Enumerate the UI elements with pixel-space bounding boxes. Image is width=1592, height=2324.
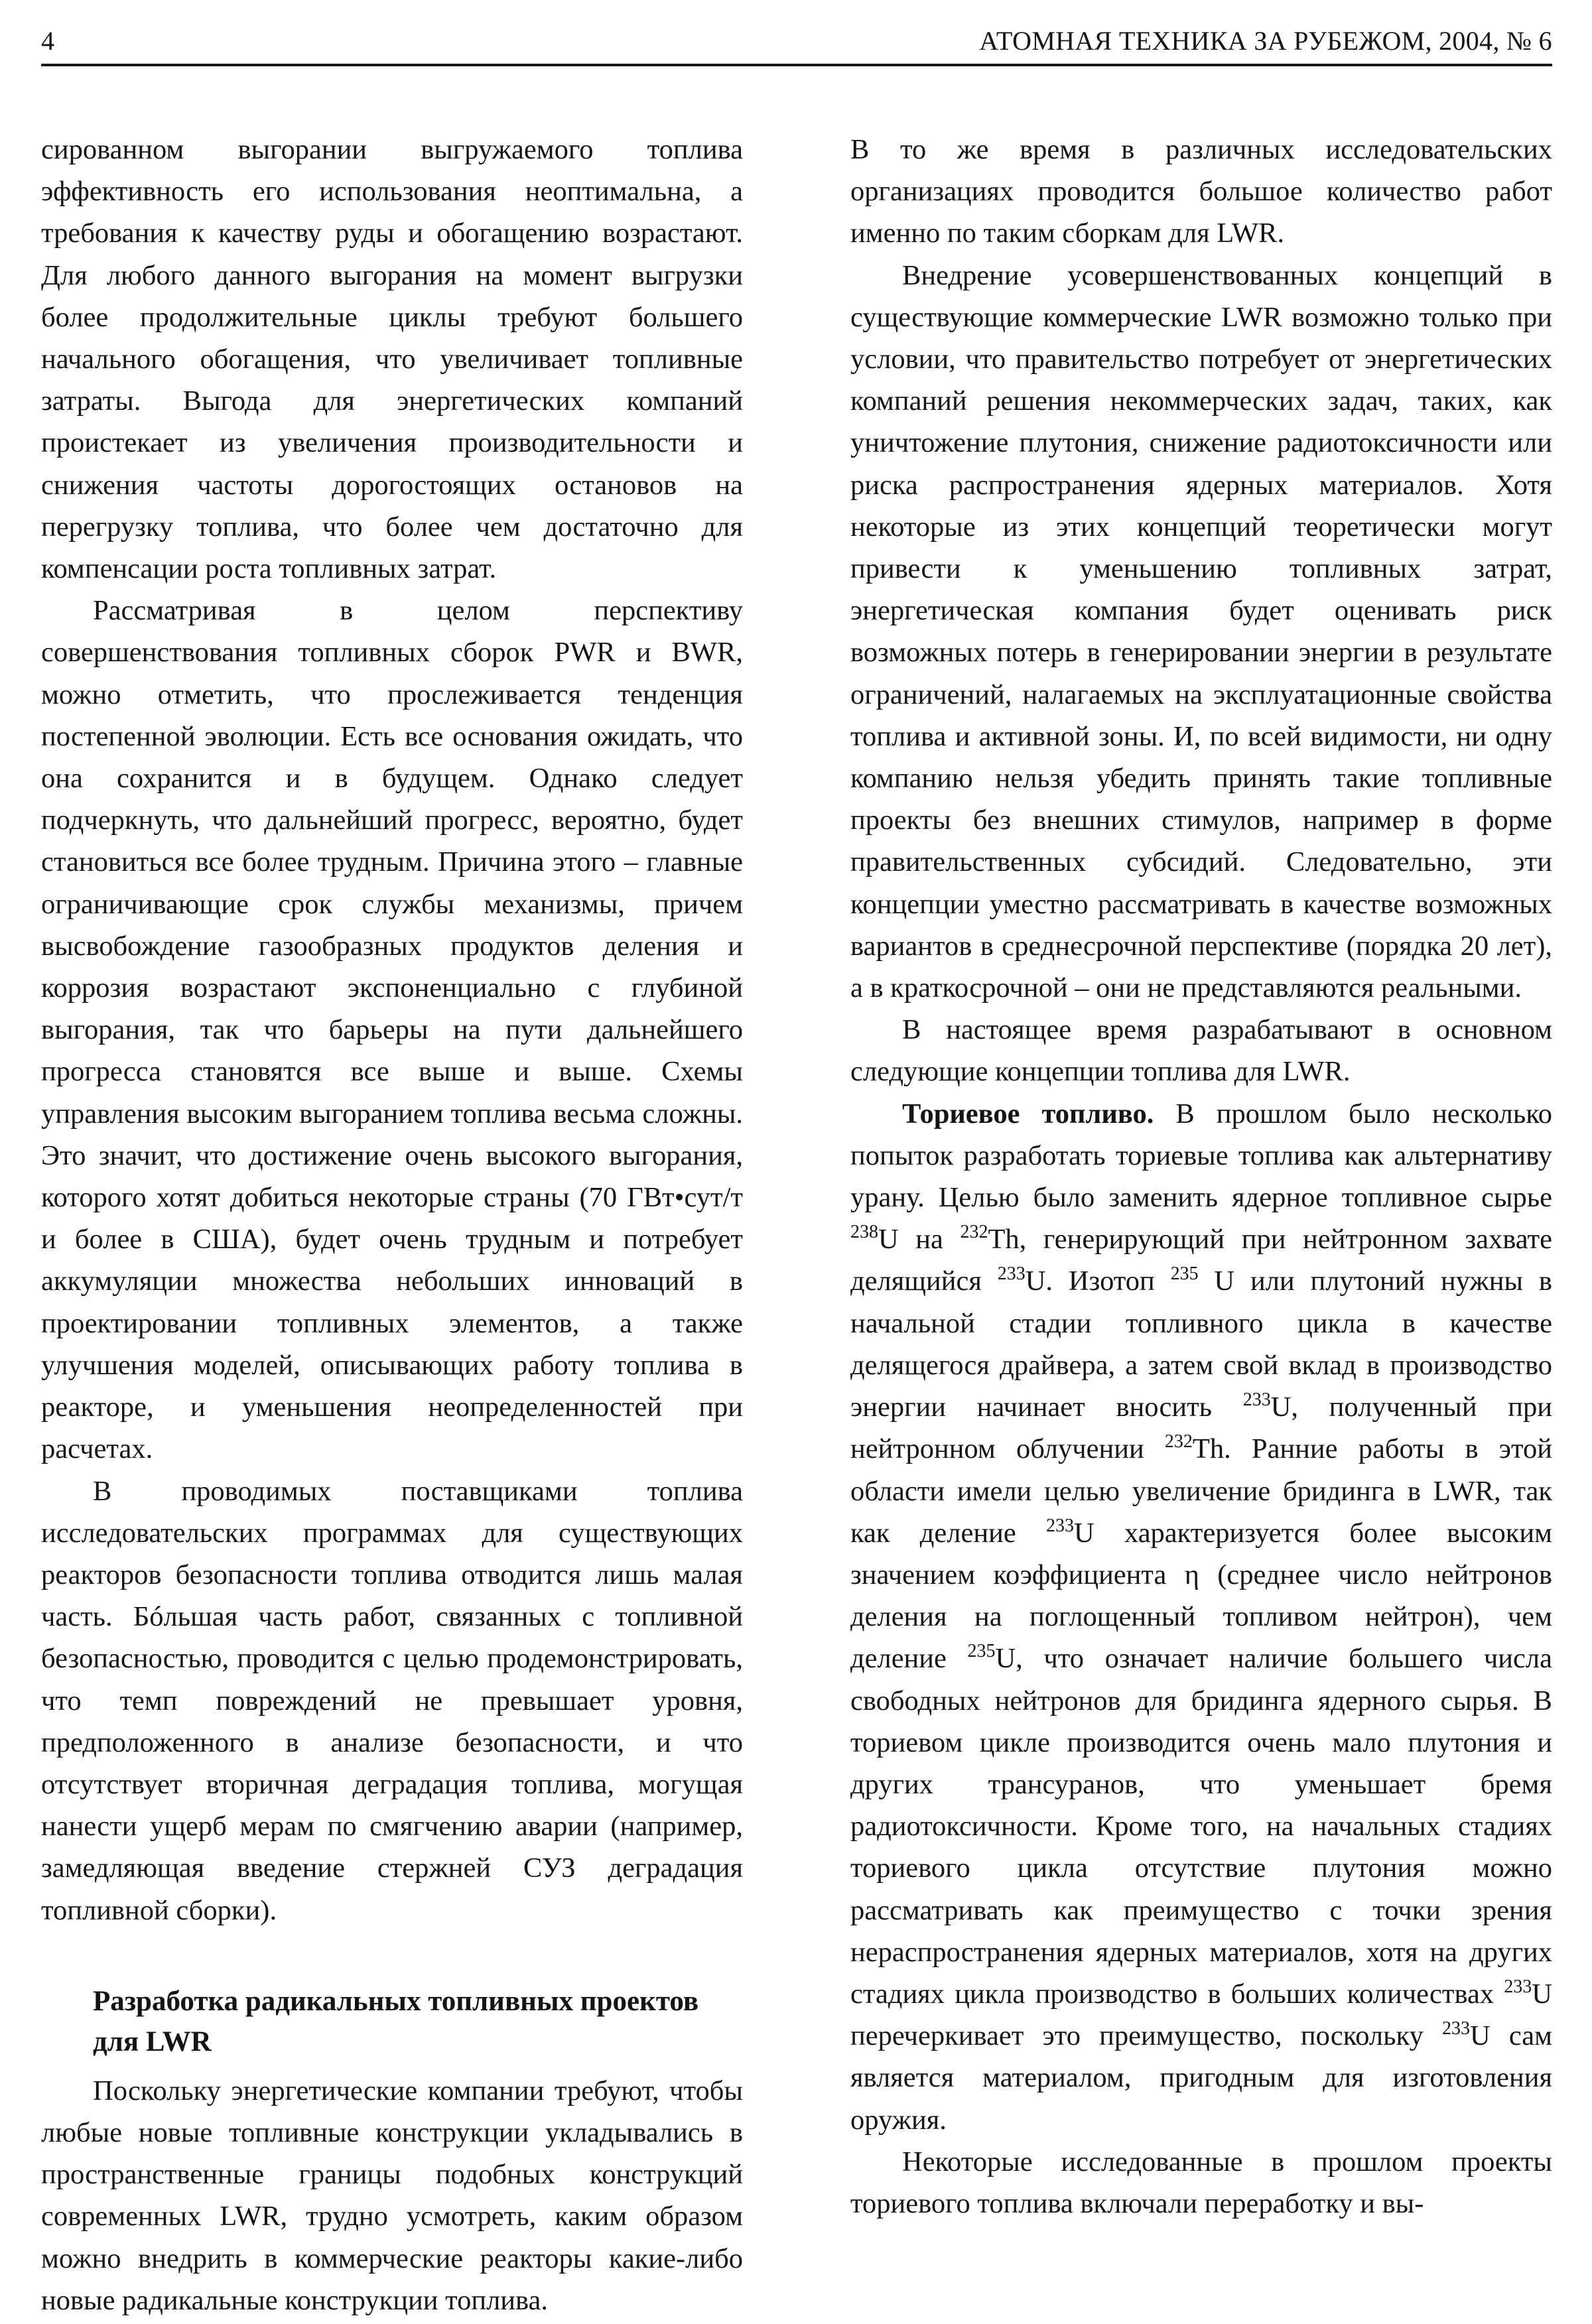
thorium-fuel-paragraph (850, 1093, 1552, 2141)
isotope-mass-number: 233 (997, 1263, 1026, 1285)
isotope-mass-number: 233 (1242, 1389, 1271, 1411)
text-run: В прошлом было несколько попыток разработать ториевые топлива как альтернативу урану. Целью было заменить ядерное топливное сырье (850, 1098, 1552, 1214)
isotope-mass-number: 233 (1441, 2018, 1470, 2039)
paragraph: Внедрение усовершенствованных концепций в существующие коммерческие LWR возможно только при условии, что правительство потребует от энергетических компаний решения некоммерческих задач, таких, как уничтожение плутония, снижение радиотоксичности или риска распространения ядерных материалов. Хотя некоторые из этих концепций теоретически могут привести к уменьшению топливных затрат, энергетическая компания будет оценивать риск возможных потерь в генерировании энергии в результате ограничений, налагаемых на эксплуатационные свойства топлива и активной зоны. И, по всей видимости, ни одну компанию нельзя убедить принять такие топливные проекты без внешних стимулов, например в форме правительственных субсидий. Следовательно, эти концепции уместно рассматривать в качестве возможных вариантов в среднесрочной перспективе (порядка 20 лет), а в краткосрочной – они не представляются реальными. (850, 259, 1552, 1004)
text-run: U, полученный при нейтронном облучении (850, 1391, 1552, 1465)
paragraph: В проводимых поставщиками топлива исследовательских программах для существующих реакторов безопасности топлива отводится лишь малая часть. Бóльшая часть работ, связанных с топливной безопасностью, проводится с целью продемонстрировать, что темп повреждений не превышает уровня, предположенного в анализе безопасности, и что отсутствует вторичная деградация топлива, могущая нанести ущерб мерам по смягчению аварии (например, замедляющая введение стержней СУЗ деградация топливной сборки). (41, 1475, 743, 1926)
paragraph: сированном выгорании выгружаемого топлива эффективность его использования неоптимальна, а требования к качеству руды и обогащению возрастают. Для любого данного выгорания на момент выгрузки более продолжительные циклы требуют большего начального обогащения, что увеличивает топливные затраты. Выгода для энергетических компаний проистекает из увеличения производительности и снижения частоты дорогостоящих остановов на перегрузку топлива, что более чем достаточно для компенсации роста топливных затрат. (41, 134, 743, 585)
text-run: U. Изотоп (1025, 1265, 1171, 1297)
running-title: АТОМНАЯ ТЕХНИКА ЗА РУБЕЖОМ, 2004, № 6 (979, 26, 1552, 56)
left-column (41, 129, 743, 2321)
isotope-mass-number: 238 (850, 1222, 878, 1243)
isotope-mass-number: 235 (1170, 1263, 1199, 1285)
text-run: U характеризуется более высоким значением коэффициента η (среднее число нейтронов деления на поглощенный топливом нейтрон), чем деление (850, 1517, 1552, 1675)
paragraph: В то же время в различных исследовательских организациях проводится большое количество работ именно по таким сборкам для LWR. (850, 134, 1552, 249)
header-rule (41, 64, 1552, 66)
isotope-mass-number: 232 (1164, 1431, 1193, 1452)
text-run: U или плутоний нужны в начальной стадии топливного цикла в качестве делящегося драйвера, а затем свой вклад в производство энергии начинает вносить (850, 1265, 1552, 1423)
text-run: Th. Ранние работы в этой области имели целью увеличение бридинга в LWR, так как деление (850, 1433, 1552, 1549)
isotope-mass-number: 232 (960, 1222, 988, 1243)
isotope-mass-number: 235 (967, 1641, 996, 1662)
isotope-mass-number: 233 (1504, 1976, 1532, 1997)
paragraph: Поскольку энергетические компании требуют, чтобы любые новые топливные конструкции укладывались в пространственные границы подобных конструкций современных LWR, трудно усмотреть, каким образом можно внедрить в коммерческие реакторы какие-либо новые радикальные конструкции топлива. (41, 2075, 743, 2316)
paragraph: В настоящее время разрабатывают в основном следующие концепции топлива для LWR. (850, 1014, 1552, 1088)
page-header (41, 20, 1552, 62)
text-run: U перечеркивает это преимущество, поскольку (850, 1978, 1552, 2052)
text-run: U на (878, 1224, 961, 1256)
section-heading: Разработка радикальных топливных проектов для LWR (93, 1985, 699, 2057)
isotope-mass-number: 233 (1046, 1515, 1075, 1536)
right-column (850, 129, 1552, 2225)
page-number: 4 (41, 26, 54, 56)
run-in-heading: Ториевое топливо. (902, 1098, 1154, 1130)
paragraph: Некоторые исследованные в прошлом проекты ториевого топлива включали переработку и вы- (850, 2146, 1552, 2219)
text-run: U, что означает наличие большего числа свободных нейтронов для бридинга ядерного сырья. В ториевом цикле производится очень мало плутония и других трансуранов, что уменьшает бремя радиотоксичности. Кроме того, на начальных стадиях ториевого цикла отсутствие плутония можно рассматривать как преимущество с точки зрения нераспространения ядерных материалов, хотя на других стадиях цикла производство в больших количествах (850, 1643, 1552, 2010)
text-run: Th, генерирующий при нейтронном захвате делящийся (850, 1224, 1552, 1297)
text-run: U сам является материалом, пригодным для изготовления оружия. (850, 2020, 1552, 2136)
paragraph: Рассматривая в целом перспективу совершенствования топливных сборок PWR и BWR, можно отметить, что прослеживается тенденция постепенной эволюции. Есть все основания ожидать, что она сохранится и в будущем. Однако следует подчеркнуть, что дальнейший прогресс, вероятно, будет становиться все более трудным. Причина этого – главные ограничивающие срок службы механизмы, причем высвобождение газообразных продуктов деления и коррозия возрастают экспоненциально с глубиной выгорания, так что барьеры на пути дальнейшего прогресса становятся все выше и выше. Схемы управления высоким выгоранием топлива весьма сложны. Это значит, что достижение очень высокого выгорания, которого хотят добиться некоторые страны (70 ГВт•сут/т и более в США), будет очень трудным и потребует аккумуляции множества небольших инноваций в проектировании топливных элементов, а также улучшения моделей, описывающих работу топлива в реакторе, и уменьшения неопределенностей при расчетах. (41, 595, 743, 1465)
